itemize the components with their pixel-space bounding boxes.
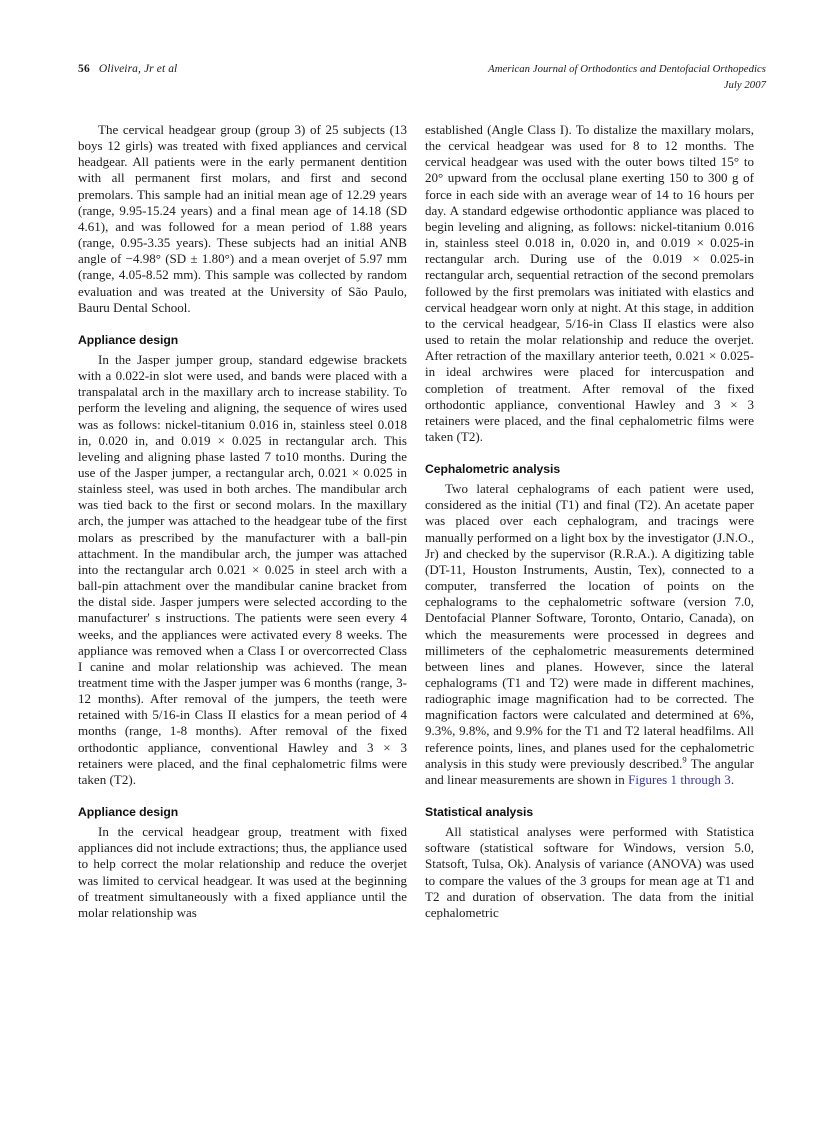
heading-appliance-design-jasper: Appliance design [78, 332, 179, 347]
running-head-left [78, 62, 177, 77]
spacer [78, 788, 407, 804]
paragraph-cephalometric-analysis [425, 481, 754, 788]
right-column [425, 122, 754, 921]
running-head [78, 62, 766, 96]
paragraph-text-part-b: The angular and linear measurements are shown in [425, 755, 754, 787]
citation-reference-9: 9 [682, 754, 687, 765]
paragraph-text-part-c: . [730, 771, 735, 787]
running-head-right [488, 62, 766, 93]
page-number: 56 [78, 63, 90, 75]
paragraph-text-part-a: Two lateral cephalograms of each patient were used, considered as the initial (T1) and final (T2). An acetate paper was placed over each cephalogram, and tracings were manually performed on a light box by the investigator (J.N.O., Jr) and checked by the supervisor (R.R.A.). A digitizing table (DT-11, Houston Instruments, Austin, Tex), connected to a computer, transferred the location of points on the cephalograms to the cephalometric software (version 7.0, Dentofacial Planner Software, Toronto, Ontario, Canada), on which the measurements were processed in degrees and millimeters of the cephalometric measurements determined between lines and planes. However, since the lateral cephalograms (T1 and T2) were made in different machines, radiographic image magnification had to be corrected. The magnification factors were calculated and determined at 6%, 9.3%, 9.8%, and 9.9% for the T1 and T2 lateral headfilms. All reference points, lines, and planes used for the cephalometric analysis in this study were previously described. [425, 481, 754, 771]
issue-date: July 2007 [723, 78, 766, 91]
spacer [425, 445, 754, 461]
heading-cephalometric-analysis: Cephalometric analysis [425, 462, 561, 477]
running-head-authors: Oliveira, Jr et al [98, 63, 178, 75]
heading-statistical-analysis: Statistical analysis [425, 805, 534, 820]
paragraph-statistical-analysis: All statistical analyses were performed with Statistica software (statistical software for Windows, version 5.0, Statsoft, Tulsa, Ok). Analysis of variance (ANOVA) was used to compare the values of the 3 groups for mean age at T1 and T2 and duration of observation. The data from the initial cephalometric [425, 824, 754, 920]
left-column [78, 122, 407, 921]
paragraph-cervical-headgear-appliance: In the cervical headgear group, treatment with fixed appliances did not include extractions; thus, the appliance used to help correct the molar relationship and reduce the overjet was limited to cervical headgear. It was used at the beginning of treatment simultaneously with a fixed appliance until the molar relationship was [78, 824, 407, 920]
journal-title: American Journal of Orthodontics and Dentofacial Orthopedics [488, 63, 766, 75]
spacer [78, 316, 407, 332]
body-columns [78, 122, 765, 921]
spacer [425, 788, 754, 804]
figures-cross-reference-link[interactable]: Figures 1 through 3 [628, 771, 731, 787]
paragraph-jasper-jumper-appliance: In the Jasper jumper group, standard edgewise brackets with a 0.022-in slot were used, and bands were placed with a transpalatal arch in the maxillary arch to increase stability. To perform the leveling and aligning, the sequence of wires used was as follows: nickel-titanium 0.016 in, stainless steel 0.018 in, 0.020 in, and 0.019 × 0.025 in rectangular arch. This leveling and aligning phase lasted 7 to10 months. During the use of the Jasper jumper, a rectangular arch, 0.021 × 0.025 in stainless steel, was used in both arches. The mandibular arch was tied back to the first or second molars. In the maxillary arch, the jumper was attached to the headgear tube of the first molars as prescribed by the manufacturer with a ball-pin attachment. In the mandibular arch, the jumper was attached into the rectangular arch 0.021 × 0.025 in steel arch with a ball-pin attachment over the mandibular canine bracket from the distal side. Jasper jumpers were selected according to the manufacturer' s instructions. The patients were seen every 4 weeks, and the appliances were activated every 8 weeks. The appliance was removed when a Class I or overcorrected Class I canine and molar relationship was achieved. The mean treatment time with the Jasper jumper was 6 months (range, 3-12 months). After removal of the jumpers, the teeth were retained with 5/16-in Class II elastics for a mean period of 4 months (range, 1-8 months). After removal of the fixed orthodontic appliance, conventional Hawley and 3 × 3 retainers were placed, and the final cephalometric films were taken (T2). [78, 351, 407, 787]
paragraph-cervical-headgear-group: The cervical headgear group (group 3) of 25 subjects (13 boys 12 girls) was treated with fixed appliances and cervical headgear. All patients were in the early permanent dentition with all permanent first molars, and first and second premolars. This sample had an initial mean age of 12.29 years (range, 9.95-15.24 years) and a final mean age of 14.18 (SD 4.61), and was followed for a mean period of 1.88 years (range, 0.95-3.35 years). These subjects had an initial ANB angle of −4.98° (SD ± 1.80°) and a mean overjet of 5.97 mm (range, 4.05-8.52 mm). This sample was collected by random evaluation and was treated at the University of São Paulo, Bauru Dental School. [78, 122, 407, 315]
heading-appliance-design-headgear: Appliance design [78, 805, 179, 820]
paragraph-headgear-continued: established (Angle Class I). To distalize the maxillary molars, the cervical headgear was used for 8 to 12 months. The cervical headgear was used with the outer bows tilted 15° to 20° upward from the occlusal plane exerting 150 to 300 g of force in each side with an average wear of 14 to 16 hours per day. A standard edgewise orthodontic appliance was placed to begin leveling and aligning, as follows: nickel-titanium 0.016 in, stainless steel 0.018 in, 0.020 in, and 0.019 × 0.025-in rectangular arch. During use of the 0.019 × 0.025-in rectangular arch, sequential retraction of the second premolars followed by the first premolars was initiated with elastics and cervical headgear worn only at night. At this stage, in addition to the cervical headgear, 5/16-in Class II elastics were also used to retain the molar relationship and reduce the overjet. After retraction of the maxillary anterior teeth, 0.021 × 0.025-in ideal archwires were placed for intercuspation and completion of treatment. After removal of the fixed orthodontic appliance, conventional Hawley and 3 × 3 retainers were placed, and the final cephalometric films were taken (T2). [425, 122, 754, 444]
